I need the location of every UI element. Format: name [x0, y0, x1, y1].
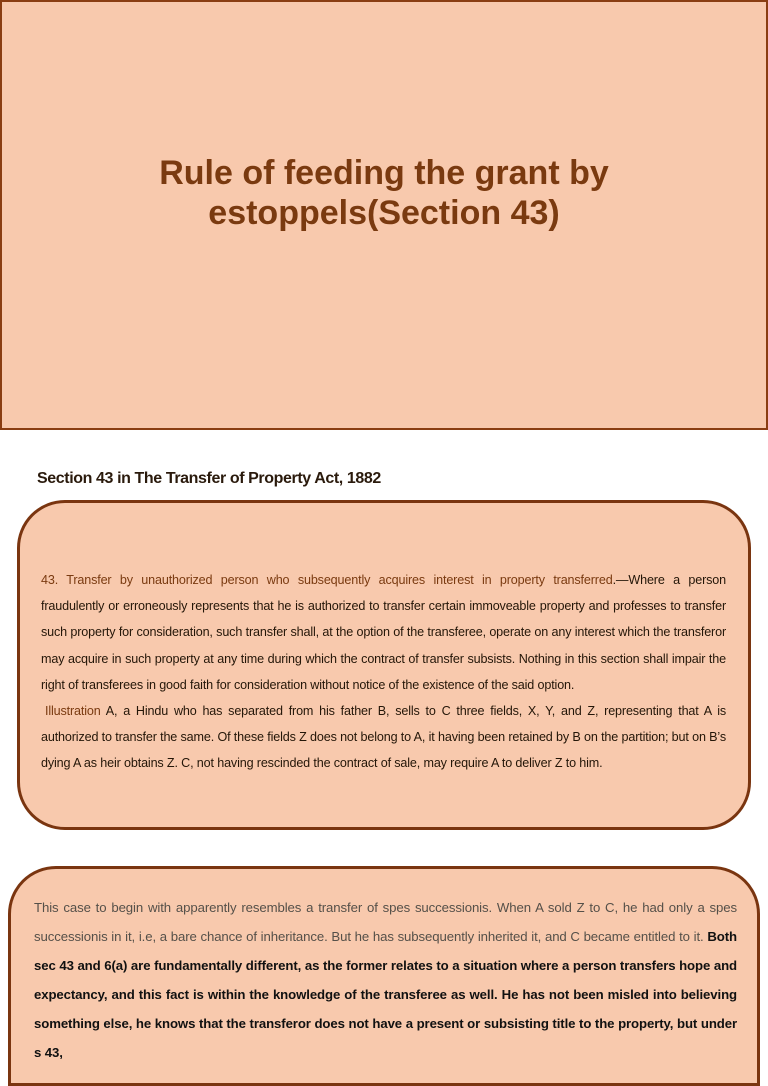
illustration-paragraph: [41, 698, 726, 777]
title-slide: [0, 0, 768, 430]
slide-title: Rule of feeding the grant by estoppels(Section 43): [159, 154, 609, 232]
commentary-bold-text: Both sec 43 and 6(a) are fundamentally different, as the former relates to a situation where a person transfers hope and expectancy, and this fact is within the knowledge of the transferee as well. He has not been misled into believing something else, he knows that the transferor does not have a present or subsisting title to the property, but under s 43,: [34, 929, 737, 1060]
illustration-text: A, a Hindu who has separated from his father B, sells to C three fields, X, Y, and Z, representing that A is authorized to transfer the same. Of these fields Z does not belong to A, it having been retained by B on the partition; but on B’s dying A as heir obtains Z. C, not having rescinded the contract of sale, may require A to deliver Z to him.: [41, 704, 726, 771]
section-43-body: .—Where a person fraudulently or erroneously represents that he is authorized to transfer certain immoveable property and professes to transfer such property for consideration, such transfer shall, at the option of the transferee, operate on any interest which the transferor may acquire in such property at any time during which the contract of transfer subsists. Nothing in this section shall impair the right of transferees in good faith for consideration without notice of the existence of the said option.: [41, 573, 726, 692]
commentary-plain-text: This case to begin with apparently resembles a transfer of spes successionis. When A sold Z to C, he had only a spes successionis in it, i.e, a bare chance of inheritance. But he has subsequently inherited it, and C became entitled to it.: [34, 900, 737, 944]
section-43-paragraph: [41, 567, 726, 698]
illustration-label: Illustration: [45, 704, 101, 719]
section-heading: Section 43 in The Transfer of Property Act, 1882: [37, 470, 381, 487]
section-43-heading: 43. Transfer by unauthorized person who subsequently acquires interest in property transferred: [41, 573, 613, 587]
commentary-card: [8, 866, 760, 1086]
section-43-card: [17, 500, 751, 830]
commentary-paragraph: [34, 893, 737, 1067]
